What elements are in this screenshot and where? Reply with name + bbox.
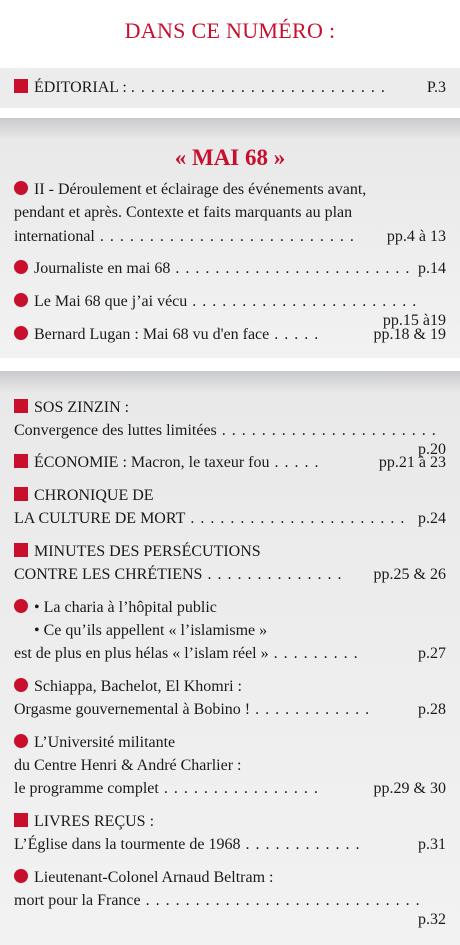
article-page: p.31 — [418, 836, 446, 853]
red-dot-icon — [14, 599, 28, 613]
article-head: • La charia à l’hôpital public — [34, 599, 217, 616]
article-page: p.32 — [418, 911, 446, 928]
article-title: CONTRE LES CHRÉTIENS — [14, 566, 203, 583]
red-square-icon — [14, 399, 28, 413]
leader-dots: . . . . . . . . . . . . . . . . — [158, 780, 319, 797]
red-dot-icon — [14, 293, 28, 307]
red-dot-icon — [14, 869, 28, 883]
article-page: p.24 — [418, 510, 446, 527]
mai68-item-page: pp.4 à 13 — [386, 228, 446, 245]
red-dot-icon — [14, 326, 28, 340]
article-7-head — [14, 733, 446, 752]
article-9-last — [14, 891, 446, 929]
article-title: Convergence des luttes limitées — [14, 422, 217, 439]
article-head: Lieutenant-Colonel Arnaud Beltram : — [34, 869, 274, 886]
leader-dots: . . . . . . . . . . . . . . — [202, 566, 343, 583]
article-head: Schiappa, Bachelot, El Khomri : — [34, 678, 242, 695]
article-1-head — [14, 398, 446, 417]
mai68-item-page: p.14 — [418, 260, 446, 277]
article-head: CHRONIQUE DE — [34, 487, 154, 504]
leader-dots: . . . . . . . . . . . . . . . . . . . . . . . . . . — [94, 228, 355, 245]
mai68-item-1-line2: pendant et après. Contexte et faits marquants au plan — [14, 204, 353, 221]
article-head: SOS ZINZIN : — [34, 399, 130, 416]
red-dot-icon — [14, 734, 28, 748]
leader-dots: . . . . . . . . . . . . — [250, 701, 371, 718]
mai68-item-text: Journaliste en mai 68 — [34, 260, 171, 277]
leader-dots: . . . . . . . . . . . . . . . . . . . . . . . . . . . . — [140, 892, 421, 909]
article-head: LIVRES REÇUS : — [34, 813, 155, 830]
mai68-item-text: II - Déroulement et éclairage des événements avant, — [34, 181, 367, 198]
article-head: MINUTES DES PERSÉCUTIONS — [34, 543, 261, 560]
article-title: LA CULTURE DE MORT — [14, 510, 186, 527]
article-8-head — [14, 812, 446, 831]
mai68-item-page: pp.18 & 19 — [373, 326, 446, 343]
editorial-entry — [14, 78, 446, 97]
article-page: pp.29 & 30 — [373, 780, 446, 797]
leader-dots: . . . . . — [269, 326, 320, 343]
article-7-last — [14, 779, 446, 798]
leader-dots: . . . . . . . . . . . . . . . . . . . . . . — [216, 422, 437, 439]
article-2 — [14, 453, 446, 472]
leader-dots: . . . . . — [269, 454, 320, 471]
leader-dots: . . . . . . . . . . . . . . . . . . . . . . . — [187, 293, 418, 310]
article-6-head — [14, 677, 446, 696]
leader-dots: . . . . . . . . . — [268, 645, 359, 662]
article-3-last — [14, 509, 446, 528]
leader-dots: . . . . . . . . . . . . — [240, 836, 361, 853]
article-4-head — [14, 542, 446, 561]
article-5-head — [14, 598, 446, 617]
article-9-head — [14, 868, 446, 887]
mai68-item-1-line1 — [14, 180, 446, 199]
article-8-last — [14, 835, 446, 854]
leader-dots: . . . . . . . . . . . . . . . . . . . . . . . . — [170, 260, 411, 277]
article-title: mort pour la France — [14, 892, 141, 909]
red-square-icon — [14, 79, 28, 93]
editorial-page: P.3 — [426, 79, 446, 96]
article-page: p.20 — [418, 441, 446, 458]
article-4-last — [14, 565, 446, 584]
mai68-item-text: international — [14, 228, 95, 245]
article-page: pp.25 & 26 — [373, 566, 446, 583]
article-page: p.27 — [418, 645, 446, 662]
red-dot-icon — [14, 260, 28, 274]
article-title: le programme complet — [14, 780, 159, 797]
article-6-last — [14, 700, 446, 719]
mai68-title: « MAI 68 » — [174, 145, 286, 170]
article-title: est de plus en plus hélas « l’islam réel » — [14, 645, 269, 662]
article-page: p.28 — [418, 701, 446, 718]
article-title: L’Église dans la tourmente de 1968 — [14, 836, 241, 853]
red-dot-icon — [14, 181, 28, 195]
mai68-item-text: Le Mai 68 que j’ai vécu — [34, 293, 188, 310]
article-5-last — [14, 644, 446, 663]
editorial-label: ÉDITORIAL : — [34, 79, 127, 96]
mai68-item-text: Bernard Lugan : Mai 68 vu d'en face — [34, 326, 270, 343]
red-square-icon — [14, 813, 28, 827]
article-title: Orgasme gouvernemental à Bobino ! — [14, 701, 251, 718]
mai68-item-4 — [14, 325, 446, 344]
page-title: DANS CE NUMÉRO : — [124, 18, 336, 43]
leader-dots: . . . . . . . . . . . . . . . . . . . . . . . . . . — [130, 79, 386, 96]
mai68-item-page: pp.15 à19 — [382, 312, 446, 329]
leader-dots: . . . . . . . . . . . . . . . . . . . . . . — [185, 510, 406, 527]
article-page: pp.21 à 23 — [378, 454, 446, 471]
red-square-icon — [14, 487, 28, 501]
article-5-head2: • Ce qu’ils appellent « l’islamisme » — [34, 622, 268, 639]
article-title: ÉCONOMIE : Macron, le taxeur fou — [34, 454, 270, 471]
article-3-head — [14, 486, 446, 505]
red-dot-icon — [14, 678, 28, 692]
article-head: L’Université militante — [34, 734, 176, 751]
article-7-head2: du Centre Henri & André Charlier : — [14, 757, 242, 774]
red-square-icon — [14, 454, 28, 468]
red-square-icon — [14, 543, 28, 557]
mai68-item-1-line3 — [14, 227, 446, 246]
mai68-item-2 — [14, 259, 446, 278]
